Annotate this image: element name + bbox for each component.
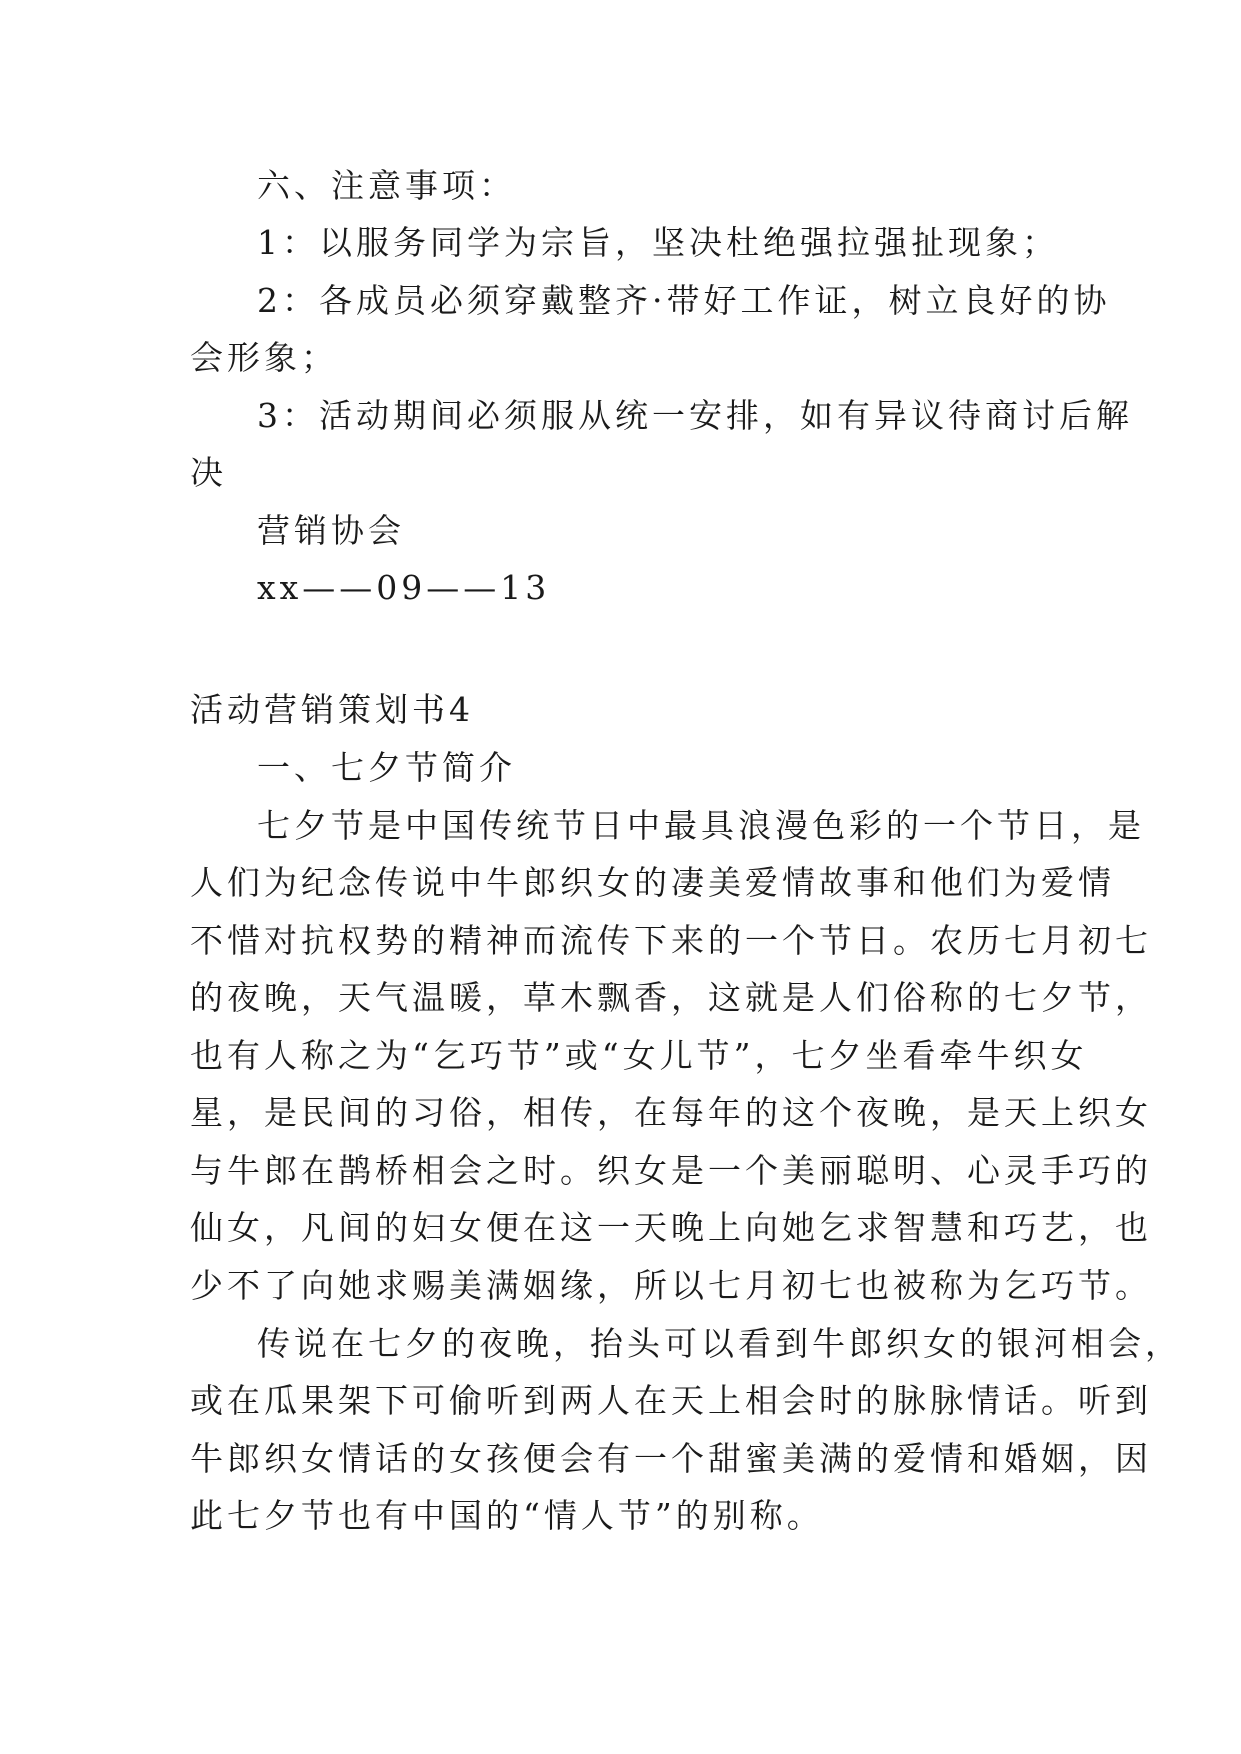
list-item-continuation: 决 xyxy=(190,453,227,492)
list-item-continuation: 会形象； xyxy=(190,338,338,377)
section-heading: 一、七夕节简介 xyxy=(257,748,516,787)
list-item: 1：以服务同学为宗旨，坚决杜绝强拉强扯现象； xyxy=(257,223,1059,262)
paragraph-line: 牛郎织女情话的女孩便会有一个甜蜜美满的爱情和婚姻，因 xyxy=(190,1439,1152,1478)
document-title: 活动营销策划书4 xyxy=(190,690,474,729)
date: xx——09——13 xyxy=(257,568,551,607)
paragraph-line: 此七夕节也有中国的“情人节”的别称。 xyxy=(190,1496,824,1535)
paragraph-line: 人们为纪念传说中牛郎织女的凄美爱情故事和他们为爱情 xyxy=(190,863,1115,902)
paragraph-line: 传说在七夕的夜晚，抬头可以看到牛郎织女的银河相会， xyxy=(257,1324,1182,1363)
paragraph-line: 星，是民间的习俗，相传，在每年的这个夜晚，是天上织女 xyxy=(190,1093,1152,1132)
paragraph-line: 仙女，凡间的妇女便在这一天晚上向她乞求智慧和巧艺，也 xyxy=(190,1208,1152,1247)
paragraph-line: 七夕节是中国传统节日中最具浪漫色彩的一个节日，是 xyxy=(257,806,1145,845)
paragraph-line: 少不了向她求赐美满姻缘，所以七月初七也被称为乞巧节。 xyxy=(190,1266,1152,1305)
paragraph-line: 的夜晚，天气温暖，草木飘香，这就是人们俗称的七夕节， xyxy=(190,978,1152,1017)
list-item: 3：活动期间必须服从统一安排，如有异议待商讨后解 xyxy=(257,396,1133,435)
list-item: 2：各成员必须穿戴整齐·带好工作证，树立良好的协 xyxy=(257,281,1111,320)
paragraph-line: 或在瓜果架下可偷听到两人在天上相会时的脉脉情话。听到 xyxy=(190,1381,1152,1420)
paragraph-line: 与牛郎在鹊桥相会之时。织女是一个美丽聪明、心灵手巧的 xyxy=(190,1151,1152,1190)
signature: 营销协会 xyxy=(257,511,405,550)
section-heading: 六、注意事项： xyxy=(257,166,516,205)
paragraph-line: 也有人称之为“乞巧节”或“女儿节”，七夕坐看牵牛织女 xyxy=(190,1036,1088,1075)
paragraph-line: 不惜对抗权势的精神而流传下来的一个节日。农历七月初七 xyxy=(190,921,1152,960)
